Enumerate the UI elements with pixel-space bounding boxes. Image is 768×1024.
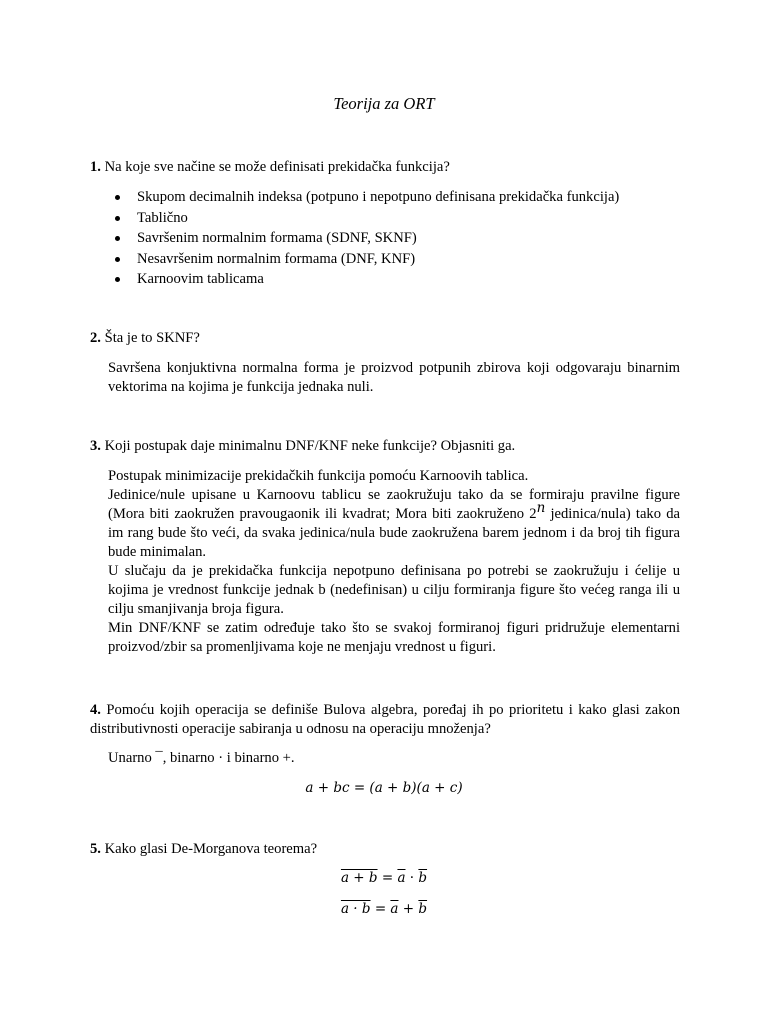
question-1	[90, 158, 680, 177]
list-item: Savršenim normalnim formama (SDNF, SKNF)	[108, 228, 619, 249]
equation-left: a · b	[340, 901, 371, 917]
list-item: Skupom decimalnih indeksa (potpuno i nepotpuno definisana prekidačka funkcija)	[108, 187, 619, 208]
question-5	[90, 840, 680, 859]
bullet-list	[108, 187, 619, 290]
question-3	[90, 437, 680, 456]
answer-paragraph: Postupak minimizacije prekidačkih funkcija pomoću Karnoovih tablica.	[108, 468, 529, 484]
question-number: 2.	[90, 330, 101, 346]
question-number: 3.	[90, 438, 101, 454]
equation-term: $\overline{b}$	[418, 901, 428, 917]
equation-term: $\overline{a}$	[397, 870, 406, 886]
question-text: Šta je to SKNF?	[104, 330, 200, 346]
question-text: Pomoću kojih operacija se definiše Bulova algebra, poređaj ih po prioritetu i kako glasi zakon distributivnosti operacije sabiranja u odnosu na operaciju množenja?	[90, 702, 680, 737]
de-morgan-equation-1: $a + b = \overline{a} \cdot \overline{b}$	[340, 870, 428, 886]
equation-left: a + b	[340, 870, 378, 886]
answer-4	[108, 749, 680, 768]
list-item: Nesavršenim normalnim formama (DNF, KNF)	[108, 249, 619, 270]
de-morgan-equation-2: $a \cdot b = \overline{a} + \overline{b}$	[340, 901, 428, 917]
list-item: Tablično	[108, 208, 619, 229]
equation-term: $\overline{b}$	[418, 870, 428, 886]
question-number: 1.	[90, 159, 101, 175]
question-text: Koji postupak daje minimalnu DNF/KNF neke funkcije? Objasniti ga.	[104, 438, 516, 454]
answer-paragraph: U slučaju da je prekidačka funkcija nepotpuno definisana po potrebi se zaokružuju i ćelije u kojima je vrednost funkcije jednak b (nedefinisan) u cilju formiranja figure što većeg ranga ili u cilju smanjivanja broja figura.	[108, 563, 680, 617]
page-title: Teorija za ORT	[333, 94, 435, 113]
answer-text: Unarno ¯, binarno · i binarno +.	[108, 750, 295, 766]
question-number: 4.	[90, 702, 101, 718]
question-4	[90, 701, 680, 739]
answer-paragraph: Jedinice/nule upisane u Karnoovu tablicu se zaokružuju tako da se formiraju pravilne figure (Mora biti zaokružen pravougaonik ili kvadrat; Mora biti zaokruženo 2$^n$ jedinica/nula) tako da im rang bude što veći, da svaka jedinica/nula bude zaokružena barem jednom i da broj tih figura bude minimalan.	[108, 487, 681, 560]
list-item: Karnoovim tablicama	[108, 269, 619, 290]
distributive-formula: a + bc = (a + b)(a + c)	[305, 780, 463, 796]
question-text: Kako glasi De-Morganova teorema?	[104, 841, 318, 857]
answer-2	[108, 359, 680, 397]
equation-term: $\overline{a}$	[390, 901, 399, 917]
answer-3	[108, 467, 680, 657]
answer-text: Savršena konjuktivna normalna forma je proizvod potpunih zbirova koji odgovaraju binarnim vektorima na kojima je funkcija jednaka nuli.	[108, 360, 680, 395]
answer-paragraph: Min DNF/KNF se zatim određuje tako što se svakoj formiranoj figuri pridružuje elementarni proizvod/zbir sa promenljivama koje ne menjaju vrednost u figuri.	[108, 620, 680, 655]
question-number: 5.	[90, 841, 101, 857]
question-text: Na koje sve načine se može definisati prekidačka funkcija?	[104, 159, 450, 175]
question-2	[90, 329, 680, 348]
